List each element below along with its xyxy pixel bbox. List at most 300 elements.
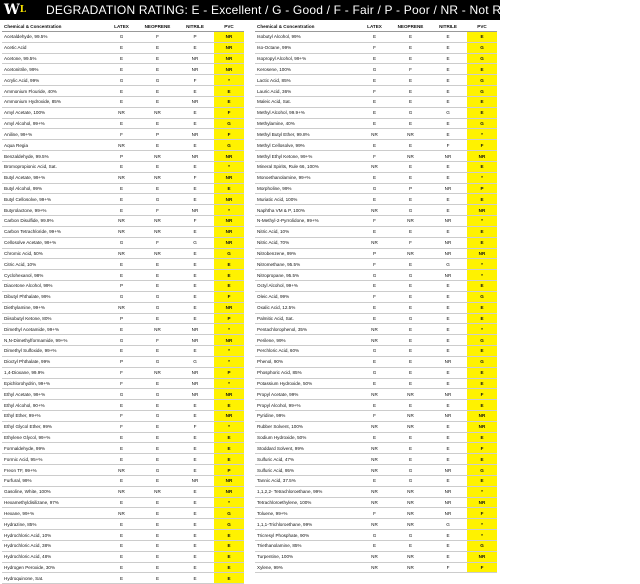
chemical-cell: Xylene, 99% bbox=[255, 562, 357, 573]
table-row bbox=[255, 302, 497, 313]
table-row bbox=[255, 64, 497, 75]
latex-cell: E bbox=[357, 96, 392, 107]
table-row bbox=[2, 205, 244, 216]
latex-cell: E bbox=[357, 540, 392, 551]
pvc-cell: F bbox=[214, 291, 244, 302]
neoprene-cell: NR bbox=[139, 486, 176, 497]
latex-cell: NR bbox=[357, 551, 392, 562]
neoprene-cell: E bbox=[392, 281, 429, 292]
nitrile-cell: E bbox=[176, 291, 214, 302]
pvc-cell: G bbox=[214, 519, 244, 530]
table-row bbox=[2, 86, 244, 97]
header-bar bbox=[0, 0, 640, 20]
neoprene-cell: E bbox=[392, 346, 429, 357]
chemical-cell: Triethanolamine, 85% bbox=[255, 540, 357, 551]
chemical-cell: Hydrochloric Acid, 10% bbox=[2, 530, 104, 541]
neoprene-cell: G bbox=[392, 465, 429, 476]
nitrile-cell: E bbox=[429, 172, 467, 183]
latex-cell: E bbox=[104, 259, 139, 270]
neoprene-cell: E bbox=[139, 313, 176, 324]
pvc-cell: E bbox=[214, 96, 244, 107]
table-row bbox=[2, 118, 244, 129]
pvc-cell: E bbox=[214, 443, 244, 454]
chemical-cell: Aqua Regia bbox=[2, 140, 104, 151]
table-row bbox=[2, 356, 244, 367]
chemical-cell: Methyl Ethyl Ketone, 99+% bbox=[255, 151, 357, 162]
table-row bbox=[255, 367, 497, 378]
pvc-cell: E bbox=[214, 573, 244, 584]
nitrile-cell: E bbox=[176, 530, 214, 541]
table-row bbox=[255, 356, 497, 367]
pvc-cell: NR bbox=[214, 486, 244, 497]
latex-cell: E bbox=[357, 107, 392, 118]
pvc-cell: E bbox=[467, 302, 497, 313]
nitrile-cell: E bbox=[429, 86, 467, 97]
chemical-cell: Nitric Acid, 10% bbox=[255, 226, 357, 237]
table-row bbox=[255, 465, 497, 476]
chemical-cell: Tetrachloroethylene, 100% bbox=[255, 497, 357, 508]
chemical-cell: Methyl Butyl Ether, 99.8% bbox=[255, 129, 357, 140]
pvc-cell: E bbox=[467, 281, 497, 292]
neoprene-cell: NR bbox=[392, 421, 429, 432]
nitrile-cell: E bbox=[176, 519, 214, 530]
table-row bbox=[255, 443, 497, 454]
latex-cell: E bbox=[104, 205, 139, 216]
neoprene-cell: NR bbox=[392, 519, 429, 530]
pvc-cell: G bbox=[467, 540, 497, 551]
neoprene-cell: E bbox=[139, 540, 176, 551]
chemical-cell: Butyl Acetate, 99+% bbox=[2, 172, 104, 183]
chemical-cell: Sodium Hydroxide, 50% bbox=[255, 432, 357, 443]
nitrile-cell: E bbox=[429, 64, 467, 75]
chemical-cell: Sulfuric Acid, 95% bbox=[255, 465, 357, 476]
table-row bbox=[2, 519, 244, 530]
neoprene-cell: E bbox=[139, 161, 176, 172]
chemical-cell: Diethylamine, 99+% bbox=[2, 302, 104, 313]
latex-cell: E bbox=[104, 497, 139, 508]
pvc-cell: E bbox=[214, 551, 244, 562]
latex-cell: E bbox=[104, 562, 139, 573]
table-row bbox=[255, 400, 497, 411]
latex-cell: E bbox=[357, 140, 392, 151]
pvc-cell: E bbox=[467, 346, 497, 357]
pvc-cell: G bbox=[214, 248, 244, 259]
pvc-cell: E bbox=[467, 454, 497, 465]
nitrile-cell: F bbox=[176, 216, 214, 227]
chemical-cell: Iso-Octane, 99% bbox=[255, 42, 357, 53]
nitrile-cell: E bbox=[429, 226, 467, 237]
nitrile-cell: E bbox=[176, 497, 214, 508]
chemical-cell: Chromic Acid, 50% bbox=[2, 248, 104, 259]
nitrile-cell: E bbox=[176, 226, 214, 237]
neoprene-cell: G bbox=[139, 465, 176, 476]
nitrile-cell: E bbox=[176, 302, 214, 313]
nitrile-cell: E bbox=[176, 42, 214, 53]
chemical-cell: Octyl Alcohol, 99+% bbox=[255, 281, 357, 292]
right-table-body bbox=[255, 32, 497, 573]
latex-cell: E bbox=[357, 172, 392, 183]
latex-cell: P bbox=[104, 151, 139, 162]
table-row bbox=[255, 475, 497, 486]
pvc-cell: NR bbox=[214, 335, 244, 346]
nitrile-cell: E bbox=[176, 107, 214, 118]
column-header-neoprene: NEOPRENE bbox=[139, 21, 176, 32]
table-row bbox=[2, 551, 244, 562]
table-header-row bbox=[2, 21, 244, 32]
nitrile-cell: F bbox=[429, 140, 467, 151]
table-row bbox=[255, 270, 497, 281]
chemical-cell: Nitric Acid, 70% bbox=[255, 237, 357, 248]
table-row bbox=[255, 161, 497, 172]
table-row bbox=[2, 107, 244, 118]
nitrile-cell: E bbox=[429, 42, 467, 53]
nitrile-cell: NR bbox=[429, 183, 467, 194]
neoprene-cell: E bbox=[392, 378, 429, 389]
pvc-cell: * bbox=[467, 519, 497, 530]
neoprene-cell: E bbox=[392, 356, 429, 367]
neoprene-cell: NR bbox=[392, 562, 429, 573]
table-row bbox=[255, 96, 497, 107]
chemical-cell: Propyl Alcohol, 99+% bbox=[255, 400, 357, 411]
table-row bbox=[255, 42, 497, 53]
latex-cell: F bbox=[357, 86, 392, 97]
table-row bbox=[2, 161, 244, 172]
pvc-cell: E bbox=[214, 259, 244, 270]
latex-cell: F bbox=[357, 216, 392, 227]
pvc-cell: G bbox=[467, 291, 497, 302]
pvc-cell: E bbox=[214, 400, 244, 411]
table-row bbox=[2, 237, 244, 248]
latex-cell: F bbox=[357, 42, 392, 53]
chemical-cell: Amyl Acetate, 100% bbox=[2, 107, 104, 118]
latex-cell: G bbox=[357, 530, 392, 541]
chemical-cell: Tannic Acid, 37.5% bbox=[255, 475, 357, 486]
neoprene-cell: E bbox=[392, 335, 429, 346]
neoprene-cell: E bbox=[139, 183, 176, 194]
pvc-cell: NR bbox=[467, 497, 497, 508]
pvc-cell: NR bbox=[467, 151, 497, 162]
pvc-cell: NR bbox=[214, 42, 244, 53]
neoprene-cell: P bbox=[139, 129, 176, 140]
table-row bbox=[255, 259, 497, 270]
pvc-cell: G bbox=[467, 42, 497, 53]
pvc-cell: F bbox=[467, 443, 497, 454]
neoprene-cell: G bbox=[139, 291, 176, 302]
nitrile-cell: E bbox=[176, 161, 214, 172]
pvc-cell: F bbox=[467, 508, 497, 519]
neoprene-cell: E bbox=[392, 118, 429, 129]
nitrile-cell: NR bbox=[429, 497, 467, 508]
pvc-cell: NR bbox=[214, 410, 244, 421]
pvc-cell: NR bbox=[467, 551, 497, 562]
chemical-cell: Hydrogen Peroxide, 30% bbox=[2, 562, 104, 573]
pvc-cell: G bbox=[467, 53, 497, 64]
table-row bbox=[2, 42, 244, 53]
latex-cell: NR bbox=[104, 226, 139, 237]
latex-cell: G bbox=[104, 237, 139, 248]
chemical-cell: Toluene, 99+% bbox=[255, 508, 357, 519]
chemical-cell: Ethyl Ether, 99+% bbox=[2, 410, 104, 421]
neoprene-cell: E bbox=[392, 194, 429, 205]
table-row bbox=[2, 313, 244, 324]
nitrile-cell: E bbox=[429, 118, 467, 129]
table-row bbox=[255, 140, 497, 151]
chemical-cell: Phosphoric Acid, 85% bbox=[255, 367, 357, 378]
chemical-cell: Amyl Alcohol, 99+% bbox=[2, 118, 104, 129]
latex-cell: P bbox=[357, 248, 392, 259]
latex-cell: NR bbox=[357, 161, 392, 172]
pvc-cell: E bbox=[467, 96, 497, 107]
table-row bbox=[255, 324, 497, 335]
neoprene-cell: G bbox=[139, 75, 176, 86]
chemical-cell: 1,1,1-Trichloroethane, 99% bbox=[255, 519, 357, 530]
nitrile-cell: E bbox=[176, 540, 214, 551]
latex-cell: E bbox=[104, 118, 139, 129]
chemical-cell: Lauric Acid, 36% bbox=[255, 86, 357, 97]
pvc-cell: G bbox=[214, 508, 244, 519]
neoprene-cell: E bbox=[139, 562, 176, 573]
chemical-cell: Isopropyl Alcohol, 99+% bbox=[255, 53, 357, 64]
nitrile-cell: E bbox=[429, 291, 467, 302]
pvc-cell: E bbox=[214, 454, 244, 465]
chemical-cell: Epichlorohydrin, 99+% bbox=[2, 378, 104, 389]
nitrile-cell: E bbox=[176, 443, 214, 454]
chemical-cell: Rubber Solvent, 100% bbox=[255, 421, 357, 432]
table-row bbox=[2, 96, 244, 107]
table-row bbox=[255, 53, 497, 64]
nitrile-cell: E bbox=[176, 400, 214, 411]
chemical-cell: Palmitic Acid, Sat. bbox=[255, 313, 357, 324]
neoprene-cell: E bbox=[139, 443, 176, 454]
latex-cell: E bbox=[104, 454, 139, 465]
table-row bbox=[255, 313, 497, 324]
table-row bbox=[2, 389, 244, 400]
pvc-cell: E bbox=[467, 432, 497, 443]
latex-cell: F bbox=[357, 508, 392, 519]
nitrile-cell: E bbox=[176, 346, 214, 357]
column-header-neoprene: NEOPRENE bbox=[392, 21, 429, 32]
chemical-cell: Ethyl Alcohol, 90+% bbox=[2, 400, 104, 411]
neoprene-cell: G bbox=[392, 107, 429, 118]
neoprene-cell: F bbox=[139, 237, 176, 248]
pvc-cell: NR bbox=[214, 302, 244, 313]
pvc-cell: * bbox=[214, 421, 244, 432]
nitrile-cell: E bbox=[429, 530, 467, 541]
pvc-cell: E bbox=[214, 183, 244, 194]
latex-cell: F bbox=[357, 410, 392, 421]
latex-cell: F bbox=[104, 378, 139, 389]
neoprene-cell: E bbox=[392, 42, 429, 53]
latex-cell: E bbox=[357, 118, 392, 129]
chemical-cell: Mineral Spirits, Rule 66, 100% bbox=[255, 161, 357, 172]
neoprene-cell: NR bbox=[392, 551, 429, 562]
nitrile-cell: E bbox=[429, 313, 467, 324]
nitrile-cell: E bbox=[429, 540, 467, 551]
neoprene-cell: E bbox=[139, 96, 176, 107]
right-table-panel bbox=[255, 21, 497, 573]
neoprene-cell: NR bbox=[139, 324, 176, 335]
left-table-body bbox=[2, 32, 244, 584]
latex-cell: F bbox=[104, 367, 139, 378]
table-row bbox=[255, 562, 497, 573]
neoprene-cell: E bbox=[139, 64, 176, 75]
latex-cell: E bbox=[104, 400, 139, 411]
neoprene-cell: NR bbox=[392, 389, 429, 400]
nitrile-cell: E bbox=[176, 410, 214, 421]
latex-cell: E bbox=[357, 356, 392, 367]
chemical-cell: Acetaldehyde, 99.5% bbox=[2, 32, 104, 43]
chemical-cell: Hydrochloric Acid, 38% bbox=[2, 540, 104, 551]
pvc-cell: E bbox=[467, 475, 497, 486]
table-row bbox=[255, 291, 497, 302]
neoprene-cell: E bbox=[139, 475, 176, 486]
latex-cell: E bbox=[104, 86, 139, 97]
latex-cell: NR bbox=[104, 508, 139, 519]
nitrile-cell: P bbox=[176, 32, 214, 43]
latex-cell: E bbox=[357, 378, 392, 389]
pvc-cell: NR bbox=[467, 205, 497, 216]
nitrile-cell: NR bbox=[429, 270, 467, 281]
chemical-cell: Cellosolve Acetate, 99+% bbox=[2, 237, 104, 248]
table-row bbox=[2, 151, 244, 162]
chemical-cell: Propyl Acetate, 99% bbox=[255, 389, 357, 400]
chemical-cell: Ethyl Glycol Ether, 99% bbox=[2, 421, 104, 432]
chemical-cell: Methylamine, 40% bbox=[255, 118, 357, 129]
table-row bbox=[255, 346, 497, 357]
table-row bbox=[255, 335, 497, 346]
nitrile-cell: E bbox=[176, 454, 214, 465]
latex-cell: G bbox=[357, 270, 392, 281]
pvc-cell: NR bbox=[467, 421, 497, 432]
pvc-cell: NR bbox=[214, 53, 244, 64]
chemical-cell: Ammonium Hydroxide, 85% bbox=[2, 96, 104, 107]
nitrile-cell: G bbox=[176, 237, 214, 248]
column-header-chemical: Chemical & Concentration bbox=[255, 21, 357, 32]
table-row bbox=[255, 432, 497, 443]
table-row bbox=[255, 151, 497, 162]
chemical-cell: Hydrochloric Acid, 48% bbox=[2, 551, 104, 562]
neoprene-cell: E bbox=[392, 161, 429, 172]
neoprene-cell: G bbox=[139, 389, 176, 400]
nitrile-cell: NR bbox=[429, 356, 467, 367]
chemical-cell: Hydroquinone, Sat. bbox=[2, 573, 104, 584]
pvc-cell: E bbox=[214, 530, 244, 541]
nitrile-cell: E bbox=[429, 53, 467, 64]
neoprene-cell: E bbox=[139, 118, 176, 129]
table-row bbox=[255, 129, 497, 140]
pvc-cell: NR bbox=[214, 216, 244, 227]
nitrile-cell: E bbox=[429, 324, 467, 335]
column-header-latex: LATEX bbox=[104, 21, 139, 32]
nitrile-cell: NR bbox=[176, 378, 214, 389]
table-row bbox=[2, 486, 244, 497]
nitrile-cell: E bbox=[176, 86, 214, 97]
nitrile-cell: NR bbox=[176, 64, 214, 75]
chemical-cell: Perchloric Acid, 60% bbox=[255, 346, 357, 357]
pvc-cell: * bbox=[467, 324, 497, 335]
chemical-cell: Pyridine, 99% bbox=[255, 410, 357, 421]
chemical-cell: Oleic Acid, 99% bbox=[255, 291, 357, 302]
chemical-cell: Carbon Disulfide, 99.9% bbox=[2, 216, 104, 227]
nitrile-cell: F bbox=[176, 172, 214, 183]
neoprene-cell: E bbox=[139, 508, 176, 519]
table-row bbox=[2, 421, 244, 432]
table-row bbox=[255, 281, 497, 292]
pvc-cell: G bbox=[214, 140, 244, 151]
latex-cell: NR bbox=[104, 302, 139, 313]
latex-cell: E bbox=[104, 42, 139, 53]
chemical-cell: Oxalic Acid, 12.5% bbox=[255, 302, 357, 313]
chemical-cell: Citric Acid, 10% bbox=[2, 259, 104, 270]
neoprene-cell: G bbox=[139, 356, 176, 367]
pvc-cell: * bbox=[214, 356, 244, 367]
table-row bbox=[2, 465, 244, 476]
table-row bbox=[2, 259, 244, 270]
table-row bbox=[2, 410, 244, 421]
neoprene-cell: F bbox=[139, 32, 176, 43]
nitrile-cell: E bbox=[429, 346, 467, 357]
neoprene-cell: E bbox=[392, 75, 429, 86]
table-row bbox=[2, 194, 244, 205]
chemical-cell: Sulfuric Acid, 47% bbox=[255, 454, 357, 465]
neoprene-cell: E bbox=[392, 540, 429, 551]
latex-cell: E bbox=[104, 573, 139, 584]
table-row bbox=[255, 172, 497, 183]
latex-cell: F bbox=[357, 151, 392, 162]
latex-cell: E bbox=[104, 64, 139, 75]
nitrile-cell: E bbox=[176, 508, 214, 519]
nitrile-cell: G bbox=[429, 259, 467, 270]
chemical-cell: Lactic Acid, 85% bbox=[255, 75, 357, 86]
column-header-pvc: PVC bbox=[467, 21, 497, 32]
table-row bbox=[255, 540, 497, 551]
chemical-cell: Acetonitrile, 99% bbox=[2, 64, 104, 75]
table-row bbox=[2, 64, 244, 75]
table-row bbox=[255, 183, 497, 194]
latex-cell: NR bbox=[104, 465, 139, 476]
table-row bbox=[255, 421, 497, 432]
pvc-cell: NR bbox=[467, 410, 497, 421]
chemical-cell: Maleic Acid, Sat. bbox=[255, 96, 357, 107]
table-row bbox=[2, 226, 244, 237]
latex-cell: NR bbox=[357, 389, 392, 400]
chemical-cell: Carbon Tetrachloride, 99+% bbox=[2, 226, 104, 237]
chemical-cell: Potassium Hydroxide, 50% bbox=[255, 378, 357, 389]
neoprene-cell: NR bbox=[139, 151, 176, 162]
column-header-nitrile: NITRILE bbox=[429, 21, 467, 32]
neoprene-cell: E bbox=[392, 454, 429, 465]
pvc-cell: E bbox=[467, 32, 497, 43]
nitrile-cell: E bbox=[176, 118, 214, 129]
table-row bbox=[2, 32, 244, 43]
latex-cell: P bbox=[104, 281, 139, 292]
pvc-cell: P bbox=[467, 183, 497, 194]
nitrile-cell: NR bbox=[176, 389, 214, 400]
table-row bbox=[255, 497, 497, 508]
table-row bbox=[255, 86, 497, 97]
latex-cell: NR bbox=[104, 140, 139, 151]
pvc-cell: NR bbox=[467, 248, 497, 259]
neoprene-cell: E bbox=[392, 96, 429, 107]
column-header-chemical: Chemical & Concentration bbox=[2, 21, 104, 32]
neoprene-cell: E bbox=[392, 172, 429, 183]
pvc-cell: * bbox=[467, 530, 497, 541]
pvc-cell: NR bbox=[214, 237, 244, 248]
table-row bbox=[2, 497, 244, 508]
pvc-cell: * bbox=[214, 324, 244, 335]
column-header-nitrile: NITRILE bbox=[176, 21, 214, 32]
latex-cell: E bbox=[104, 475, 139, 486]
